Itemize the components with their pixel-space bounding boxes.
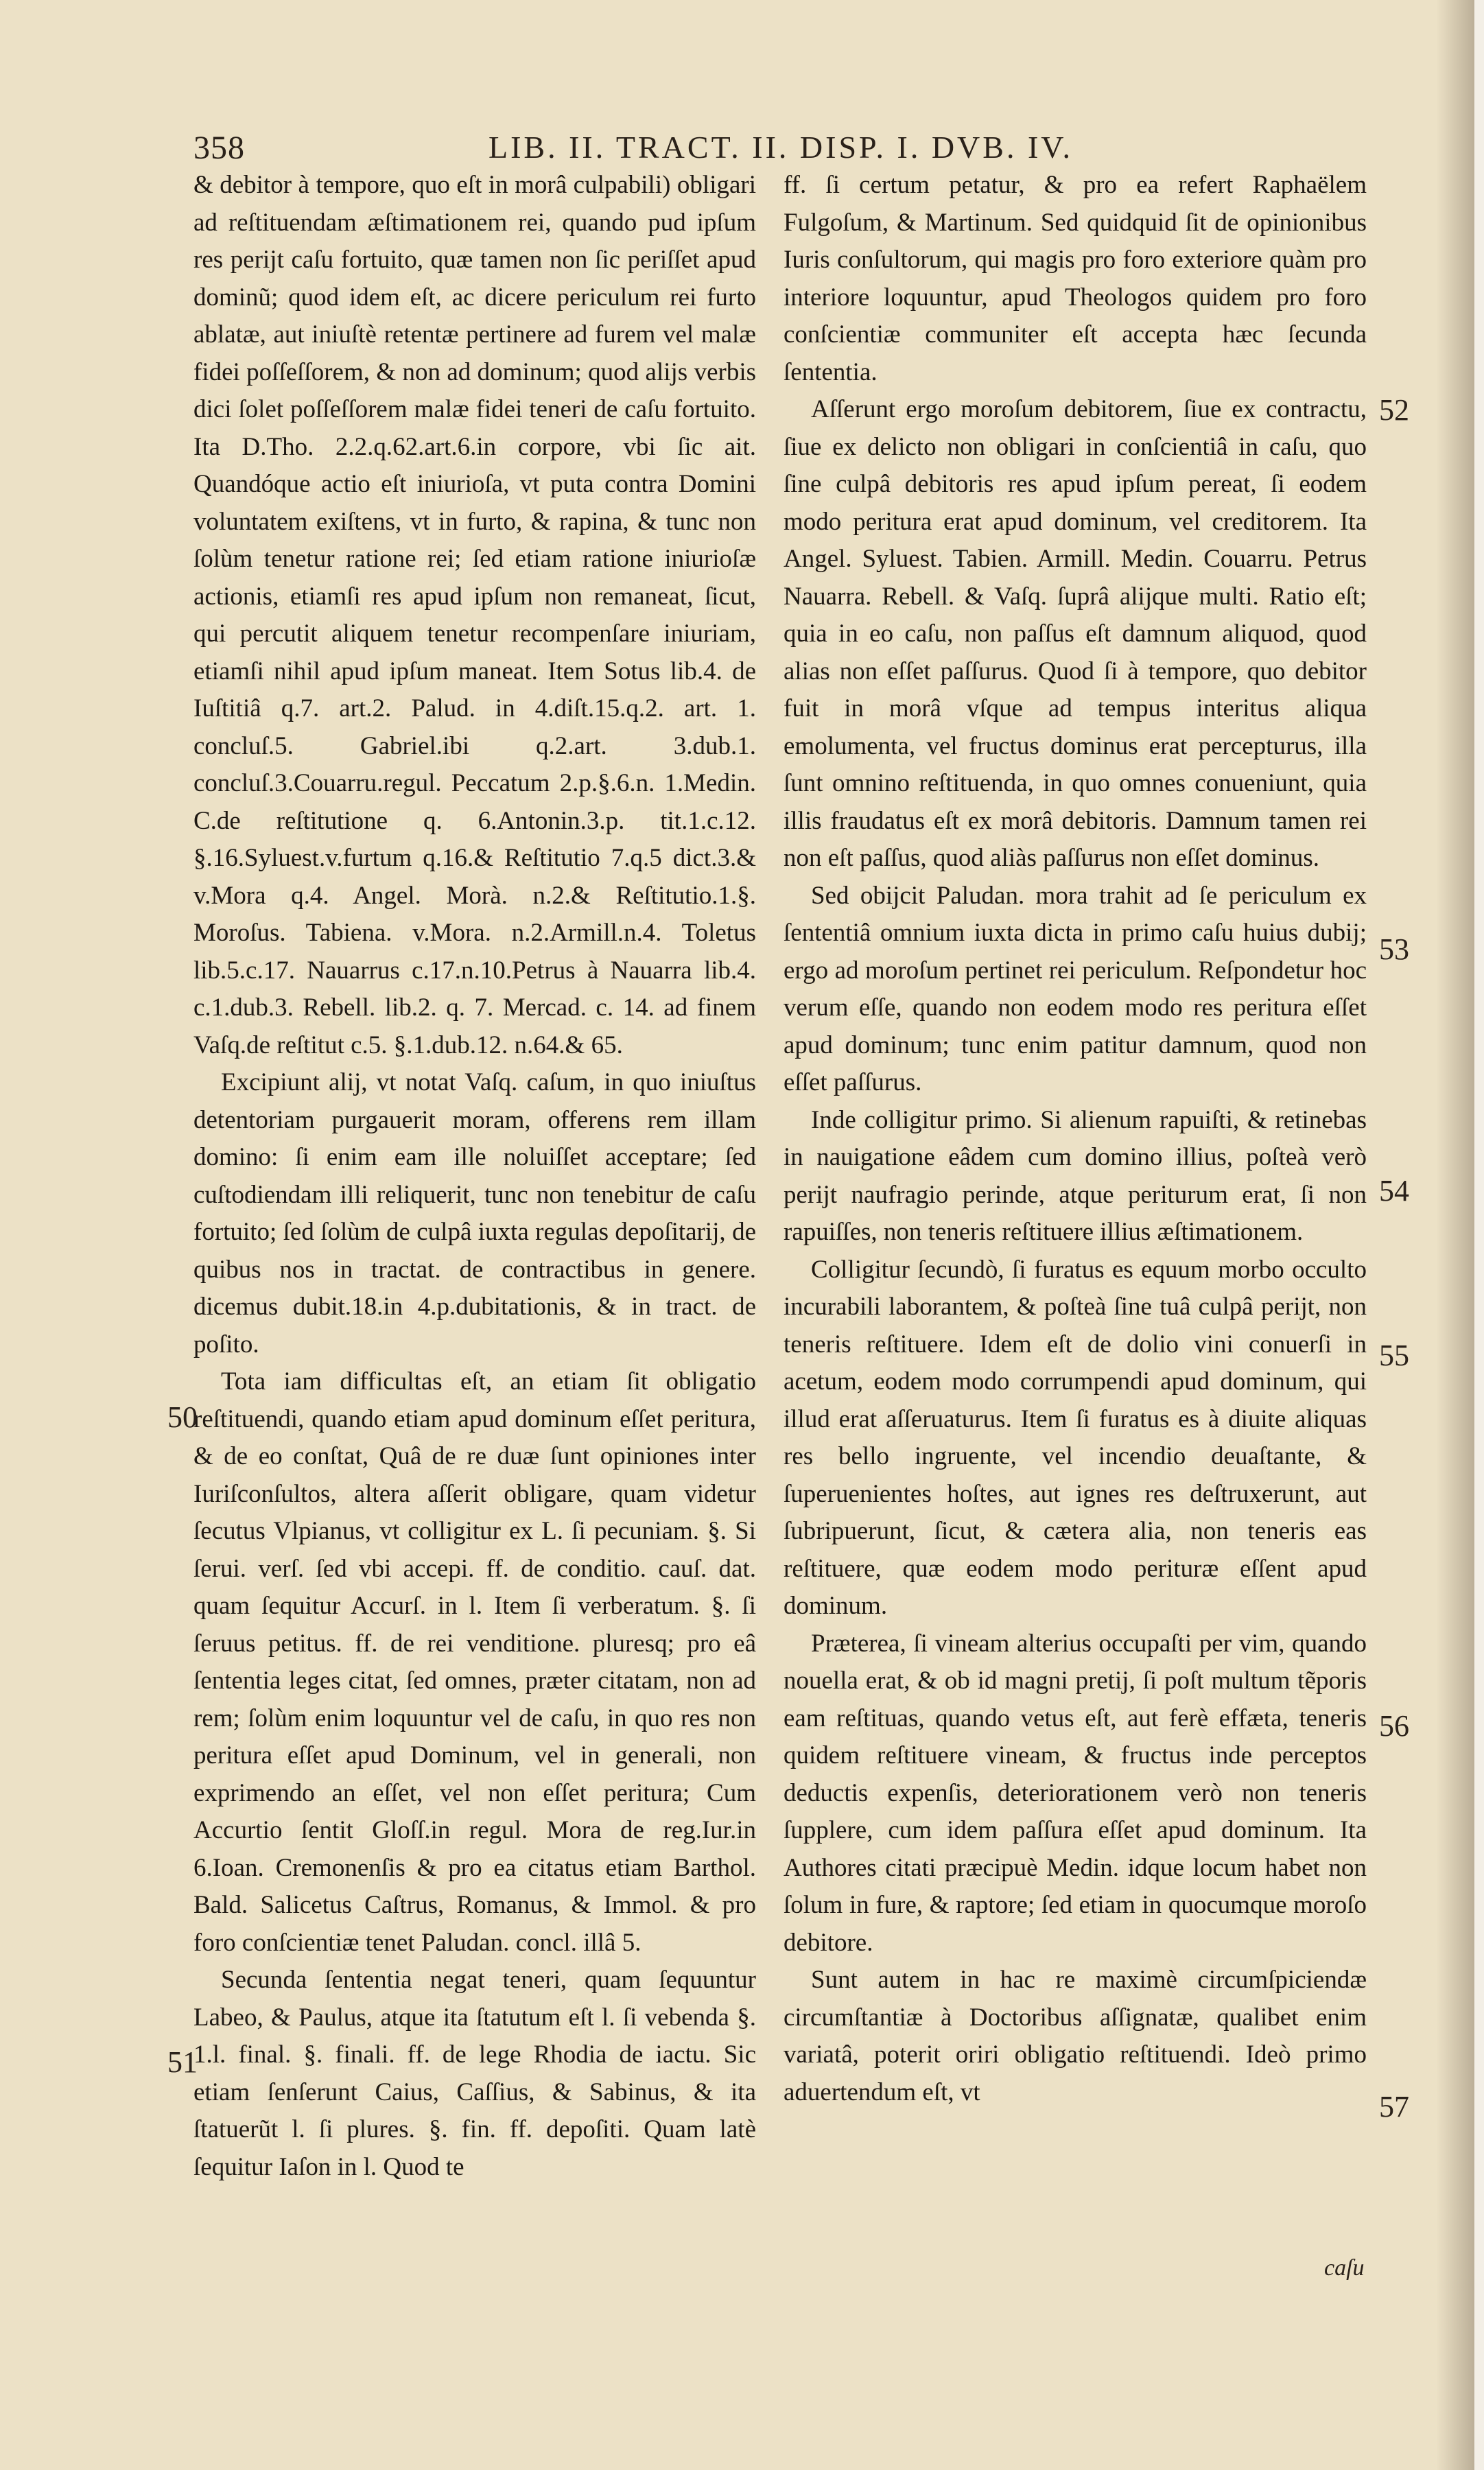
paragraph: ff. ſi certum petatur, & pro ea refert Raphaëlem Fulgoſum, & Martinum. Sed quidquid ſit de opinionibus Iuris conſultorum, qui magis pro foro exteriore quàm pro interiore loquuntur, apud Theologos quidem pro foro conſcientiæ communiter eſt accepta hæc ſecunda ſententia. — [784, 171, 1367, 386]
paragraph: Excipiunt alij, vt notat Vaſq. caſum, in quo iniuſtus detentoriam purgauerit moram, offerens rem illam domino: ſi enim eam ille noluiſſet acceptare; ſed cuſtodiendam illi reliquerit, tunc non tenebitur de caſu fortuito; ſed ſolùm de culpâ iuxta regulas depoſitarij, de quibus nos in tractat. de contractibus in genere. dicemus dubit.18.in 4.p.dubitationis, & in tract. de poſito. — [193, 1068, 756, 1358]
paragraph: Inde colligitur primo. Si alienum rapuiſti, & retinebas in nauigatione eâdem cum domino illius, poſteà verò perijt naufragio perinde, atque periturum erat, ſi non rapuiſſes, non teneris reſtituere illius æſtimationem. — [784, 1105, 1367, 1246]
marginal-number: 56 — [1379, 1709, 1409, 1743]
marginal-number: 57 — [1379, 2090, 1409, 2124]
marginal-number: 51 — [167, 2045, 198, 2079]
marginal-number: 50 — [167, 1400, 198, 1434]
right-column — [784, 167, 1367, 2111]
left-column — [193, 167, 756, 2186]
paragraph: Sed obijcit Paludan. mora trahit ad ſe periculum ex ſententiâ omnium iuxta dicta in primo caſu huius dubij; ergo ad moroſum pertinet rei periculum. Reſpondetur hoc verum eſſe, quando non eodem modo res peritura eſſet apud dominum; tunc enim patitur damnum, quod non eſſet paſſurus. — [784, 881, 1367, 1096]
paragraph: Præterea, ſi vineam alterius occupaſti per vim, quando nouella erat, & ob id magni pretij, ſi poſt multum tẽporis eam reſtituas, quando vetus eſt, aut ferè effæta, teneris quidem reſtituere vineam, & fructus inde perceptos deductis expenſis, deteriorationem verò non teneris ſupplere, cum idem paſſura eſſet apud dominum. Ita Authores citati præcipuè Medin. idque locum habet non ſolum in fure, & raptore; ſed etiam in quocumque moroſo debitore. — [784, 1629, 1367, 1957]
paragraph: Sunt autem in hac re maximè circumſpiciendæ circumſtantiæ à Doctoribus aſſignatæ, qualibet enim variatâ, poterit oriri obligatio reſtituendi. Ideò primo aduertendum eſt, vt — [784, 1966, 1367, 2106]
paragraph: & debitor à tempore, quo eſt in morâ culpabili) obligari ad reſtituendam æſtimationem rei, quando pud ipſum res perijt caſu fortuito, quæ tamen non ſic periſſet apud dominũ; quod idem eſt, ac dicere periculum rei furto ablatæ, aut iniuſtè retentæ pertinere ad furem vel malæ fidei poſſeſſorem, & non ad dominum; quod alijs verbis dici ſolet poſſeſſorem malæ fidei teneri de caſu fortuito. Ita D.Tho. 2.2.q.62.art.6.in corpore, vbi ſic ait. Quandóque actio eſt iniurioſa, vt puta contra Domini voluntatem exiſtens, vt in furto, & rapina, & tunc non ſolùm tenetur ratione rei; ſed etiam ratione iniurioſæ actionis, etiamſi res apud ipſum non remaneat, ſicut, qui percutit aliquem tenetur recompenſare iniuriam, etiamſi nihil apud ipſum maneat. Item Sotus lib.4. de Iuſtitiâ q.7. art.2. Palud. in 4.diſt.15.q.2. art. 1. concluſ.5. Gabriel.ibi q.2.art. 3.dub.1. concluſ.3.Couarru.regul. Peccatum 2.p.§.6.n. 1.Medin. C.de reſtitutione q. 6.Antonin.3.p. tit.1.c.12. §.16.Syluest.v.furtum q.16.& Reſtitutio 7.q.5 dict.3.& v.Mora q.4. Angel. Morà. n.2.& Reſtitutio.1.§. Moroſus. Tabiena. v.Mora. n.2.Armill.n.4. Toletus lib.5.c.17. Nauarrus c.17.n.10.Petrus à Nauarra lib.4. c.1.dub.3. Rebell. lib.2. q. 7. Mercad. c. 14. ad finem Vaſq.de reſtitut c.5. §.1.dub.12. n.64.& 65. — [193, 171, 756, 1059]
page-header — [193, 129, 1387, 167]
catchword: caſu — [1324, 2255, 1365, 2281]
paragraph: Secunda ſententia negat teneri, quam ſequuntur Labeo, & Paulus, atque ita ſtatutum eſt l. ſi vebenda §. 1.l. final. §. finali. ff. de lege Rhodia de iactu. Sic etiam ſenſerunt Caius, Caſſius, & Sabinus, & ita ſtatuerũt l. ſi plures. §. fin. ff. depoſiti. Quam latè ſequitur Iaſon in l. Quod te — [193, 1966, 756, 2181]
marginal-number: 55 — [1379, 1339, 1409, 1372]
page-edge — [1474, 0, 1484, 2470]
marginal-number: 53 — [1379, 932, 1409, 966]
paragraph: Colligitur ſecundò, ſi furatus es equum morbo occulto incurabili laborantem, & poſteà ſine tuâ culpâ perijt, non teneris reſtituere. Idem eſt de dolio vini conuerſi in acetum, eodem modo corrumpendi apud dominum, qui illud erat aſſeruaturus. Item ſi furatus es à diuite aliquas res bello ingruente, vel incendio deuaſtante, & ſuperuenientes hoſtes, aut ignes res deſtruxerunt, aut ſubripuerunt, ſicut, & cætera alia, non teneris eas reſtituere, quæ eodem modo perituræ eſſent apud dominum. — [784, 1255, 1367, 1620]
marginal-number: 52 — [1379, 393, 1409, 427]
page-number: 358 — [193, 130, 245, 166]
running-head: LIB. II. TRACT. II. DISP. I. DVB. IV. — [488, 130, 1074, 165]
marginal-number: 54 — [1379, 1174, 1409, 1208]
paragraph: Aſſerunt ergo moroſum debitorem, ſiue ex contractu, ſiue ex delicto non obligari in conſcientiâ in caſu, quo ſine culpâ debitoris res apud ipſum pereat, ſi eodem modo peritura erat apud dominum, vel creditorem. Ita Angel. Syluest. Tabien. Armill. Medin. Couarru. Petrus Nauarra. Rebell. & Vaſq. ſuprâ alijque multi. Ratio eſt; quia in eo caſu, non paſſus eſt damnum aliquod, quod alias non eſſet paſſurus. Quod ſi à tempore, quo debitor fuit in morâ vſque ad tempus interitus aliqua emolumenta, vel fructus dominus erat percepturus, illa ſunt omnino reſtituenda, in quo omnes conueniunt, quia illis fraudatus eſt ex morâ debitoris. Damnum tamen rei non eſt paſſus, quod aliàs paſſurus non eſſet dominus. — [784, 395, 1367, 872]
paragraph: Tota iam difficultas eſt, an etiam ſit obligatio reſtituendi, quando etiam apud dominum eſſet peritura, & de eo conſtat, Quâ de re duæ ſunt opiniones inter Iuriſconſultos, altera aſſerit obligare, quam videtur ſecutus Vlpianus, vt colligitur ex L. ſi pecuniam. §. Si ſerui. verſ. ſed vbi accepi. ff. de conditio. cauſ. dat. quam ſequitur Accurſ. in l. Item ſi verberatum. §. ſi ſeruus petitus. ff. de rei venditione. pluresq; pro eâ ſententia leges citat, ſed omnes, præter citatam, non ad rem; ſolùm enim loquuntur vel de caſu, in quo res non peritura eſſet apud Dominum, vel in generali, non exprimendo an eſſet, vel non eſſet peritura; Cum Accurtio ſentit Gloſſ.in regul. Mora de reg.Iur.in 6.Ioan. Cremonenſis & pro ea citatus etiam Barthol. Bald. Salicetus Caſtrus, Romanus, & Immol. & pro foro conſcientiæ tenet Paludan. concl. illâ 5. — [193, 1367, 756, 1957]
